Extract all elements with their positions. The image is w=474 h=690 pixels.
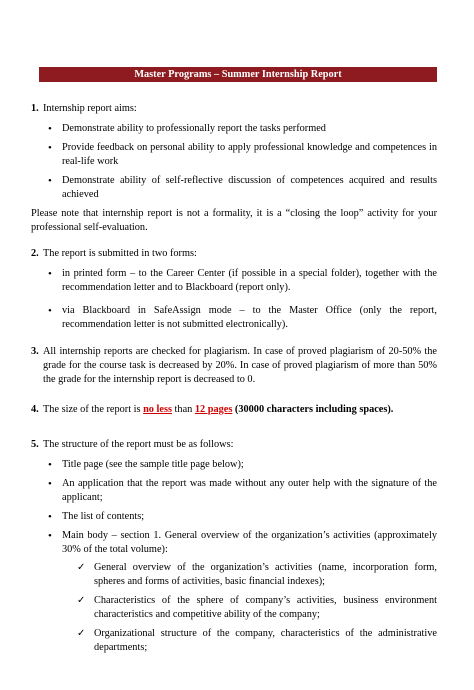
section-4 <box>31 403 437 417</box>
section-number: 1. <box>31 103 39 114</box>
list-item: • Provide feedback on personal ability to apply professional knowledge and competences in real-life work <box>48 142 437 167</box>
aims-list <box>31 122 437 202</box>
plagiarism-paragraph: All internship reports are checked for plagiarism. In case of proved plagiarism of 20-50% the grade for the course task is decreased by 20%. In case of proved plagiarism of more than 50% the grade for the internship report is decreased to 0. <box>43 346 437 385</box>
checkmark-icon: ✓ <box>77 628 86 639</box>
section-5 <box>31 438 437 660</box>
list-item: • The list of contents; <box>48 511 145 523</box>
section-heading: Internship report aims: <box>43 103 137 114</box>
submission-list <box>31 267 437 332</box>
section-heading: The structure of the report must be as follows: <box>43 439 234 450</box>
list-item: • Demonstrate ability of self-reflective discussion of competences acquired and results achieved <box>48 175 437 200</box>
bullet-icon: • <box>48 511 52 523</box>
structure-list <box>31 458 437 557</box>
main-body-checklist <box>31 561 437 655</box>
section-2 <box>31 247 437 337</box>
section-1 <box>31 102 437 235</box>
section-number: 4. <box>31 404 39 415</box>
size-paragraph: The size of the report is no less than 12 pages (30000 characters including spaces). <box>43 404 394 415</box>
list-item: ✓ General overview of the organization’s activities (name, incorporation form, spheres and forms of activities, basic financial indexes); <box>77 562 437 587</box>
note-paragraph: Please note that internship report is not a formality, it is a “closing the loop” activity for your professional self-evaluation. <box>31 208 437 233</box>
page-count-emphasis: 12 pages <box>194 404 233 415</box>
bullet-icon: • <box>48 305 52 317</box>
bullet-icon: • <box>48 459 52 471</box>
character-count: (30000 characters including spaces). <box>232 404 394 415</box>
no-less-emphasis: no less <box>143 404 172 415</box>
section-number: 5. <box>31 439 39 450</box>
section-heading: The report is submitted in two forms: <box>43 248 197 259</box>
bullet-icon: • <box>48 268 52 280</box>
bullet-icon: • <box>48 142 52 154</box>
list-item: ✓ Characteristics of the sphere of company’s activities, business environment characteristics and competitive ability of the company; <box>77 595 437 620</box>
bullet-icon: • <box>48 175 52 187</box>
list-item: • Title page (see the sample title page below); <box>48 459 244 471</box>
checkmark-icon: ✓ <box>77 595 86 606</box>
list-item: ✓ Organizational structure of the company, characteristics of the administrative departments; <box>77 628 437 653</box>
list-item: • Main body – section 1. General overview of the organization’s activities (approximately 30% of the total volume): <box>48 530 437 555</box>
bullet-icon: • <box>48 478 52 490</box>
list-item: • in printed form – to the Career Center (if possible in a special folder), together with the recommendation letter and to Blackboard (report only). <box>48 268 437 293</box>
section-number: 3. <box>31 346 39 357</box>
checkmark-icon: ✓ <box>77 562 86 573</box>
list-item: • An application that the report was made without any outer help with the signature of the applicant; <box>48 478 437 503</box>
report-title-banner: Master Programs – Summer Internship Report <box>39 67 437 82</box>
bullet-icon: • <box>48 123 52 135</box>
bullet-icon: • <box>48 530 52 542</box>
list-item: • via Blackboard in SafeAssign mode – to the Master Office (only the report, recommendation letter is not submitted electronically). <box>48 305 437 330</box>
section-3 <box>31 345 437 387</box>
list-item: • Demonstrate ability to professionally report the tasks performed <box>48 123 326 135</box>
section-number: 2. <box>31 248 39 259</box>
